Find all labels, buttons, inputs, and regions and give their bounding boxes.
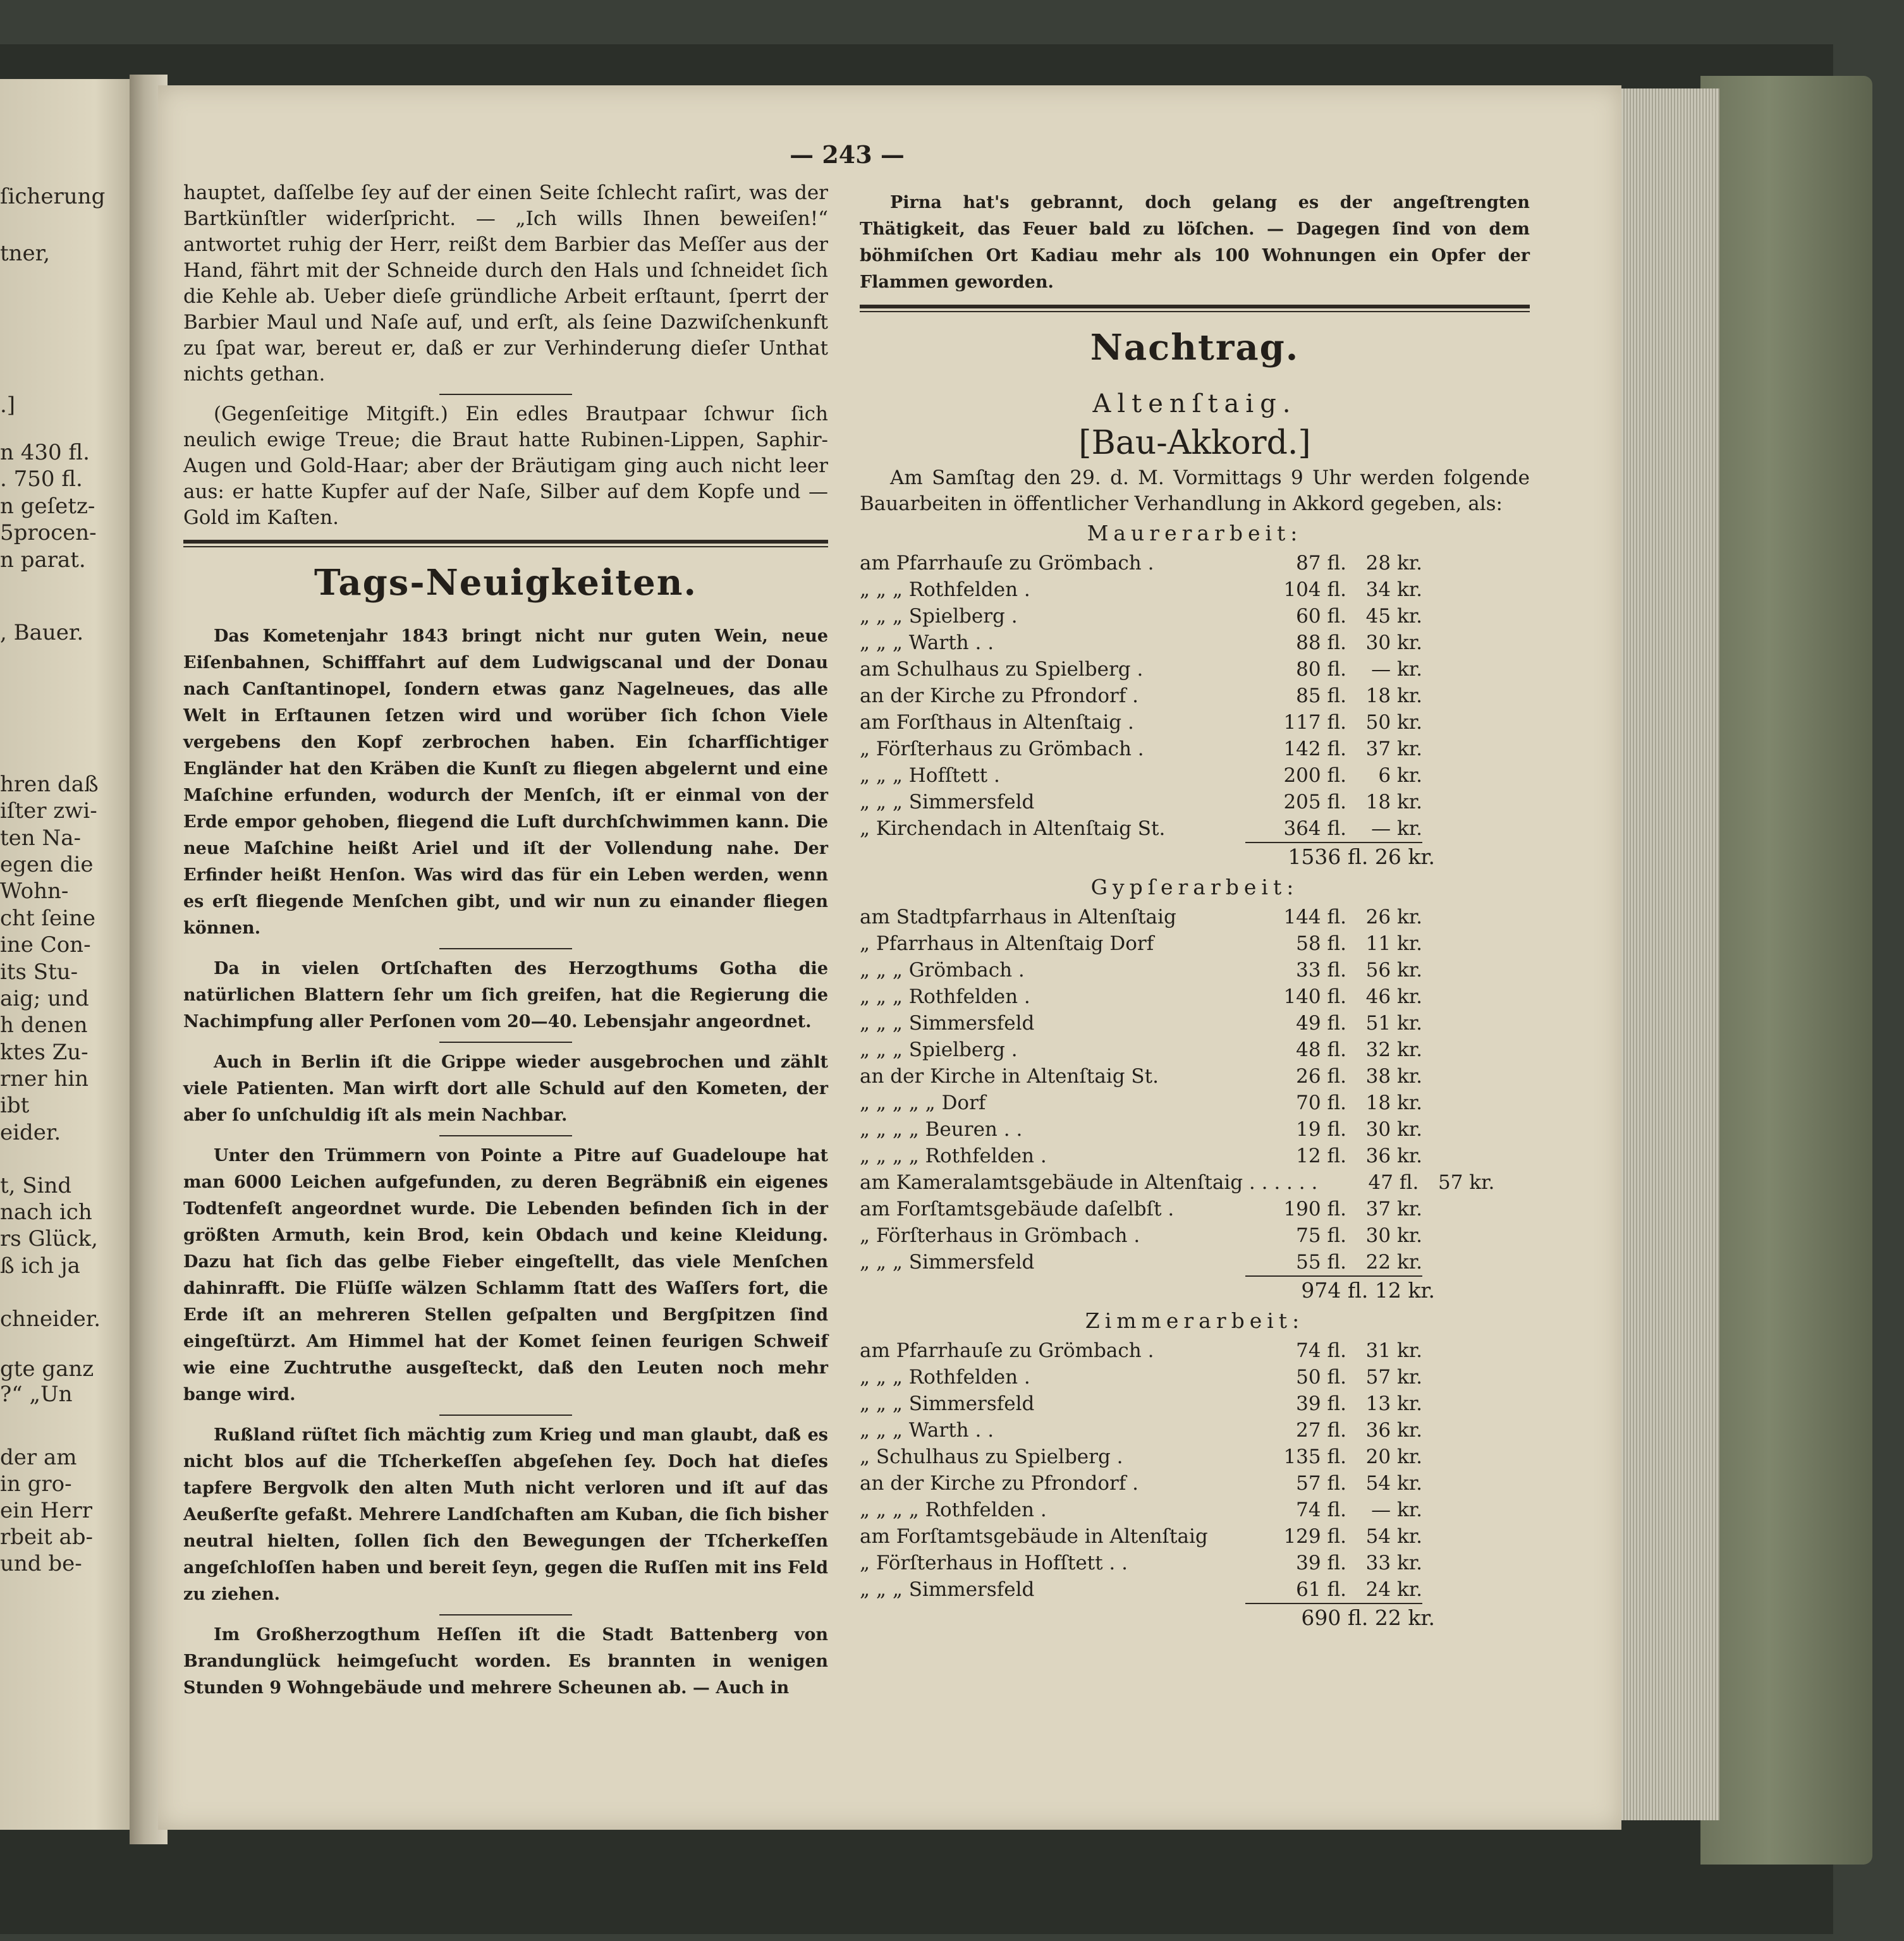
amount-gulden: 364 fl.: [1245, 815, 1346, 843]
section-title: Maurerarbeit:: [1087, 521, 1303, 545]
cost-row: [860, 683, 1530, 709]
cost-row: [860, 1090, 1530, 1116]
news-item: Das Kometenjahr 1843 bringt nicht nur guten Wein, neue Eiſenbahnen, Schifffahrt auf dem Ludwigscanal und der Donau nach Canſtantinopel, ſondern etwas ganz Nagelneues, das alle Welt in Erſtaunen ſetzen wird und worüber ſich ſchon Viele vergebens den Kopf zerbrochen haben. Ein ſcharfſichtiger Engländer hat den Kräben die Kunſt zu fliegen abgelernt und eine Maſchine erfunden, wodurch der Menſch, iſt er einmal von der Erde empor gehoben, fliegend die Luft durchſchwimmen kann. Die neue Maſchine heißt Ariel und iſt der Vollendung nahe. Der Erfinder heißt Henſon. Was wird das für ein Leben werden, wenn es erſt fliegende Menſchen gibt, und wir nun zu einander fliegen können.: [183, 626, 828, 938]
amount-kreuzer: 37 kr.: [1365, 738, 1422, 760]
amount-gulden: 104 fl.: [1283, 578, 1346, 601]
amount-kreuzer: 54 kr.: [1365, 1525, 1422, 1548]
announcement-text: Am Samſtag den 29. d. M. Vormittags 9 Uhr werden folgende Bauarbeiten in öffentlicher Verhandlung in Akkord gegeben, als:: [860, 466, 1530, 515]
short-divider: [439, 1614, 572, 1615]
building-location: am Pfarrhauſe zu Grömbach .: [860, 1339, 1154, 1362]
building-location: am Kameralamtsgebäude in Altenſtaig . . . . . .: [860, 1171, 1318, 1194]
margin-text-fragment: n geſetz-: [0, 494, 95, 519]
margin-text-fragment: der am: [0, 1445, 77, 1470]
cost-row: [860, 1470, 1530, 1497]
amount-gulden: 33 fl.: [1296, 959, 1346, 982]
margin-text-fragment: its Stu-: [0, 959, 78, 985]
margin-text-fragment: in gro-: [0, 1471, 72, 1497]
cost-row: [860, 904, 1530, 930]
building-location: „ „ „ Rothfelden .: [860, 1366, 1030, 1389]
margin-text-fragment: ſicherung: [0, 184, 106, 209]
amount-gulden: 61 fl.: [1245, 1576, 1346, 1604]
amount-kreuzer: 24 kr.: [1346, 1576, 1422, 1604]
amount-gulden: 19 fl.: [1296, 1118, 1346, 1141]
margin-text-fragment: .]: [0, 392, 16, 418]
margin-text-fragment: eider.: [0, 1120, 61, 1145]
section-title: Zimmerarbeit:: [1085, 1308, 1305, 1333]
cost-row: [860, 789, 1530, 815]
short-divider: [439, 1415, 572, 1416]
short-divider: [439, 1135, 572, 1136]
amount-gulden: 39 fl.: [1296, 1392, 1346, 1415]
cost-row: [860, 1364, 1530, 1390]
building-location: „ „ „ Simmersfeld: [860, 1251, 1035, 1274]
cost-row: [860, 762, 1530, 789]
amount-gulden: 88 fl.: [1296, 631, 1346, 654]
building-location: „ „ „ Hofſtett .: [860, 764, 1000, 787]
margin-text-fragment: n parat.: [0, 547, 86, 573]
building-location: „ „ „ Simmersfeld: [860, 1012, 1035, 1035]
margin-text-fragment: . 750 fl.: [0, 466, 83, 492]
amount-kreuzer: 45 kr.: [1365, 605, 1422, 628]
margin-text-fragment: ktes Zu-: [0, 1040, 88, 1065]
building-location: am Schulhaus zu Spielberg .: [860, 658, 1144, 681]
cost-row: [860, 815, 1530, 843]
amount-gulden: 27 fl.: [1296, 1419, 1346, 1442]
section-divider: [183, 540, 828, 547]
amount-kreuzer: 26 kr.: [1365, 906, 1422, 928]
barber-story: hauptet, daſſelbe ſey auf der einen Seite ſchlecht raſirt, was der Bartkünſtler widerſpricht. — „Ich wills Ihnen beweiſen!“ antwortet ruhig der Herr, reißt dem Barbier das Meſſer aus der Hand, fährt mit der Schneide durch den Hals und ſchneidet ſich die Kehle ab. Ueber dieſe gründliche Arbeit erſtaunt, ſperrt der Barbier Maul und Naſe auf, und erſt, als ſeine Dazwiſchenkunft zu ſpat war, bereut er, daß er zur Verhinderung dieſer Unthat nichts gethan.: [183, 181, 828, 386]
margin-text-fragment: ibt: [0, 1093, 30, 1118]
margin-text-fragment: 5procen-: [0, 520, 97, 545]
building-location: „ Kirchendach in Altenſtaig St.: [860, 817, 1166, 840]
amount-gulden: 200 fl.: [1283, 764, 1346, 787]
margin-text-fragment: ein Herr: [0, 1498, 92, 1523]
amount-kreuzer: 54 kr.: [1365, 1472, 1422, 1495]
margin-text-fragment: Wohn-: [0, 879, 69, 904]
cost-row: [860, 1550, 1530, 1576]
amount-kreuzer: 46 kr.: [1365, 985, 1422, 1008]
cost-row: [860, 930, 1530, 957]
amount-gulden: 190 fl.: [1283, 1198, 1346, 1220]
building-location: „ „ „ Spielberg .: [860, 1038, 1018, 1061]
mutual-dowry-story: (Gegenſeitige Mitgift.) Ein edles Brautpaar ſchwur ſich neulich ewige Treue; die Braut hatte Rubinen-Lippen, Saphir-Augen und Gold-Haar; aber der Bräutigam ging auch nicht leer aus: er hatte Kupfer auf der Naſe, Silber auf dem Kopfe und — Gold im Kaſten.: [183, 403, 828, 529]
margin-text-fragment: rs Glück,: [0, 1226, 98, 1251]
margin-text-fragment: ß ich ja: [0, 1253, 80, 1279]
building-location: „ Pfarrhaus in Altenſtaig Dorf: [860, 932, 1154, 955]
cost-row: [860, 983, 1530, 1010]
amount-kreuzer: 56 kr.: [1365, 959, 1422, 982]
amount-kreuzer: 36 kr.: [1365, 1419, 1422, 1442]
amount-kreuzer: 38 kr.: [1365, 1065, 1422, 1088]
margin-text-fragment: ?“ „Un: [0, 1382, 73, 1407]
cost-row: [860, 1249, 1530, 1277]
left-page-fragment: [0, 79, 136, 1830]
amount-gulden: 58 fl.: [1296, 932, 1346, 955]
building-location: am Forſtamtsgebäude in Altenſtaig: [860, 1525, 1208, 1548]
amount-kreuzer: 30 kr.: [1365, 1224, 1422, 1247]
amount-kreuzer: 6 kr.: [1378, 764, 1422, 787]
amount-gulden: 60 fl.: [1296, 605, 1346, 628]
amount-kreuzer: — kr.: [1346, 815, 1422, 843]
cost-row: [860, 603, 1530, 630]
amount-kreuzer: 34 kr.: [1365, 578, 1422, 601]
amount-gulden: 26 fl.: [1296, 1065, 1346, 1088]
cost-row: [860, 1196, 1530, 1222]
book-cover: [1700, 76, 1872, 1865]
cost-row: [860, 1010, 1530, 1037]
cost-row: [860, 1143, 1530, 1169]
page-number: — 243 —: [790, 140, 905, 169]
cost-row: [860, 1116, 1530, 1143]
left-column: [183, 180, 828, 1701]
building-location: am Pfarrhauſe zu Grömbach .: [860, 552, 1154, 575]
cost-row: [860, 957, 1530, 983]
construction-contract-heading: [Bau-Akkord.]: [1078, 424, 1311, 462]
building-location: „ „ „ Simmersfeld: [860, 791, 1035, 813]
margin-text-fragment: egen die: [0, 852, 94, 877]
amount-kreuzer: 57 kr.: [1437, 1171, 1495, 1194]
section-total: 974 fl. 12 kr.: [1301, 1278, 1435, 1303]
amount-gulden: 49 fl.: [1296, 1012, 1346, 1035]
amount-gulden: 205 fl.: [1283, 791, 1346, 813]
margin-text-fragment: nach ich: [0, 1200, 92, 1225]
building-location: an der Kirche in Altenſtaig St.: [860, 1065, 1159, 1088]
amount-kreuzer: — kr.: [1371, 1499, 1422, 1521]
amount-kreuzer: 32 kr.: [1365, 1038, 1422, 1061]
short-divider: [439, 394, 572, 395]
news-item: Da in vielen Ortſchaften des Herzogthums Gotha die natürlichen Blattern ſehr um ſich greifen, hat die Regierung die Nachimpfung aller Perſonen vom 20—40. Lebensjahr angeordnet.: [183, 959, 828, 1031]
amount-kreuzer: 50 kr.: [1365, 711, 1422, 734]
margin-text-fragment: tner,: [0, 241, 51, 266]
amount-kreuzer: 18 kr.: [1365, 685, 1422, 707]
section-total: 1536 fl. 26 kr.: [1288, 844, 1435, 869]
news-item: Im Großherzogthum Heſſen iſt die Stadt Battenberg von Brandunglück heimgeſucht worden. Es brannten in wenigen Stunden 9 Wohngebäude und mehrere Scheunen ab. — Auch in: [183, 1625, 828, 1698]
cost-row: [860, 1523, 1530, 1550]
building-location: „ „ „ „ Beuren . .: [860, 1118, 1023, 1141]
building-location: am Forſthaus in Altenſtaig .: [860, 711, 1134, 734]
building-location: „ „ „ Grömbach .: [860, 959, 1025, 982]
amount-kreuzer: 13 kr.: [1365, 1392, 1422, 1415]
cost-row: [860, 656, 1530, 683]
cost-row: [860, 1576, 1530, 1604]
margin-text-fragment: chneider.: [0, 1306, 101, 1332]
section-title: Gypſerarbeit:: [1090, 875, 1299, 899]
amount-gulden: 144 fl.: [1283, 906, 1346, 928]
amount-gulden: 48 fl.: [1296, 1038, 1346, 1061]
amount-gulden: 12 fl.: [1296, 1145, 1346, 1167]
cost-row: [860, 550, 1530, 576]
margin-text-fragment: ten Na-: [0, 825, 81, 851]
amount-gulden: 57 fl.: [1296, 1472, 1346, 1495]
margin-text-fragment: hren daß: [0, 772, 99, 797]
amount-gulden: 50 fl.: [1296, 1366, 1346, 1389]
section-divider: [860, 305, 1530, 312]
section-total: 690 fl. 22 kr.: [1301, 1605, 1435, 1630]
amount-kreuzer: — kr.: [1371, 658, 1422, 681]
cost-row: [860, 1037, 1530, 1063]
amount-gulden: 74 fl.: [1296, 1339, 1346, 1362]
amount-gulden: 55 fl.: [1245, 1249, 1346, 1277]
right-column: [860, 190, 1530, 1632]
margin-text-fragment: , Bauer.: [0, 620, 84, 645]
amount-gulden: 39 fl.: [1296, 1552, 1346, 1574]
news-item: Rußland rüſtet ſich mächtig zum Krieg und man glaubt, daß es nicht blos auf die Tſcherkeſſen abgeſehen ſey. Doch hat dieſes tapfere Bergvolk den alten Muth nicht verloren und iſt auf das Aeußerſte gefaßt. Mehrere Landſchaften am Kuban, die ſich bisher neutral hielten, ſollen ſich den Bewegungen der Tſcherkeſſen angeſchloſſen haben und bereit ſeyn, gegen die Ruſſen mit ins Feld zu ziehen.: [183, 1425, 828, 1604]
cost-row: [860, 736, 1530, 762]
building-location: „ „ „ Rothfelden .: [860, 985, 1030, 1008]
building-location: am Forſtamtsgebäude daſelbſt .: [860, 1198, 1175, 1220]
town-heading: Altenſtaig.: [1092, 389, 1297, 418]
cost-row: [860, 709, 1530, 736]
amount-gulden: 135 fl.: [1283, 1445, 1346, 1468]
supplement-heading: Nachtrag.: [1090, 327, 1300, 368]
fire-report: Pirna hat's gebrannt, doch gelang es der angeſtrengten Thätigkeit, das Feuer bald zu löſchen. — Dagegen ſind von dem böhmiſchen Ort Kadiau mehr als 100 Wohnungen ein Opfer der Flammen geworden.: [860, 193, 1530, 292]
short-divider: [439, 948, 572, 949]
margin-text-fragment: und be-: [0, 1551, 82, 1576]
cost-row: [860, 1337, 1530, 1364]
amount-gulden: 80 fl.: [1296, 658, 1346, 681]
amount-kreuzer: 30 kr.: [1365, 1118, 1422, 1141]
amount-kreuzer: 36 kr.: [1365, 1145, 1422, 1167]
cost-row: [860, 1444, 1530, 1470]
building-location: an der Kirche zu Pfrondorf .: [860, 1472, 1139, 1495]
amount-kreuzer: 20 kr.: [1365, 1445, 1422, 1468]
cost-row: [860, 630, 1530, 656]
building-location: „ „ „ Simmersfeld: [860, 1392, 1035, 1415]
building-location: „ „ „ Spielberg .: [860, 605, 1018, 628]
building-location: „ „ „ Warth . .: [860, 631, 994, 654]
amount-gulden: 129 fl.: [1283, 1525, 1346, 1548]
amount-kreuzer: 57 kr.: [1365, 1366, 1422, 1389]
margin-text-fragment: cht ſeine: [0, 906, 96, 931]
margin-text-fragment: aig; und: [0, 986, 89, 1011]
amount-gulden: 87 fl.: [1296, 552, 1346, 575]
cost-row: [860, 576, 1530, 603]
amount-gulden: 70 fl.: [1296, 1092, 1346, 1114]
cost-row: [860, 1169, 1530, 1196]
building-location: „ „ „ „ Rothfelden .: [860, 1499, 1047, 1521]
amount-gulden: 140 fl.: [1283, 985, 1346, 1008]
amount-kreuzer: 22 kr.: [1346, 1249, 1422, 1277]
margin-text-fragment: n 430 fl.: [0, 440, 90, 465]
margin-text-fragment: rner hin: [0, 1066, 89, 1092]
cost-row: [860, 1497, 1530, 1523]
news-heading: Tags-Neuigkeiten.: [314, 562, 697, 604]
amount-kreuzer: 11 kr.: [1365, 932, 1422, 955]
amount-kreuzer: 18 kr.: [1365, 791, 1422, 813]
margin-text-fragment: h denen: [0, 1013, 88, 1038]
amount-gulden: 74 fl.: [1296, 1499, 1346, 1521]
amount-gulden: 75 fl.: [1296, 1224, 1346, 1247]
amount-gulden: 85 fl.: [1296, 685, 1346, 707]
building-location: „ „ „ „ Rothfelden .: [860, 1145, 1047, 1167]
news-item: Unter den Trümmern von Pointe a Pitre auf Guadeloupe hat man 6000 Leichen aufgefunden, zu deren Begräbniß ein eigenes Todtenfeſt angeordnet wurde. Die Lebenden befinden ſich in der größten Armuth, kein Brod, kein Obdach und keine Kleidung. Dazu hat ſich das gelbe Fieber eingeſtellt, das viele Menſchen dahinrafft. Die Flüſſe wälzen Schlamm ſtatt des Waſſers fort, die Erde iſt an mehreren Stellen geſpalten und Bergſpitzen ſind eingeſtürzt. Am Himmel hat der Komet ſeinen feurigen Schweif wie eine Zuchtruthe ausgeſteckt, daß den Leuten noch mehr bange wird.: [183, 1146, 828, 1404]
news-item: Auch in Berlin iſt die Grippe wieder ausgebrochen und zählt viele Patienten. Man wirft dort alle Schuld auf den Kometen, der aber ſo unſchuldig iſt als mein Nachbar.: [183, 1052, 828, 1125]
amount-kreuzer: 31 kr.: [1365, 1339, 1422, 1362]
margin-text-fragment: t, Sind: [0, 1173, 72, 1198]
building-location: „ „ „ Warth . .: [860, 1419, 994, 1442]
amount-kreuzer: 28 kr.: [1365, 552, 1422, 575]
margin-text-fragment: iſter zwi-: [0, 798, 97, 824]
margin-text-fragment: rbeit ab-: [0, 1524, 94, 1550]
page-edges: [1618, 88, 1719, 1820]
amount-kreuzer: 37 kr.: [1365, 1198, 1422, 1220]
building-location: an der Kirche zu Pfrondorf .: [860, 685, 1139, 707]
cost-row: [860, 1222, 1530, 1249]
cost-row: [860, 1390, 1530, 1417]
amount-gulden: 142 fl.: [1283, 738, 1346, 760]
building-location: am Stadtpfarrhaus in Altenſtaig: [860, 906, 1176, 928]
amount-kreuzer: 51 kr.: [1365, 1012, 1422, 1035]
amount-kreuzer: 33 kr.: [1365, 1552, 1422, 1574]
building-location: „ „ „ „ „ Dorf: [860, 1092, 986, 1114]
building-location: „ Förſterhaus zu Grömbach .: [860, 738, 1144, 760]
amount-kreuzer: 18 kr.: [1365, 1092, 1422, 1114]
building-location: „ Förſterhaus in Grömbach .: [860, 1224, 1140, 1247]
amount-kreuzer: 30 kr.: [1365, 631, 1422, 654]
short-divider: [439, 1042, 572, 1043]
amount-gulden: 117 fl.: [1283, 711, 1346, 734]
amount-gulden: 47 fl.: [1368, 1171, 1419, 1194]
cost-row: [860, 1417, 1530, 1444]
building-location: „ Förſterhaus in Hofſtett . .: [860, 1552, 1128, 1574]
building-location: „ „ „ Rothfelden .: [860, 578, 1030, 601]
margin-text-fragment: gte ganz: [0, 1356, 94, 1382]
building-location: „ Schulhaus zu Spielberg .: [860, 1445, 1123, 1468]
cost-row: [860, 1063, 1530, 1090]
margin-text-fragment: ine Con-: [0, 932, 91, 958]
building-location: „ „ „ Simmersfeld: [860, 1578, 1035, 1601]
